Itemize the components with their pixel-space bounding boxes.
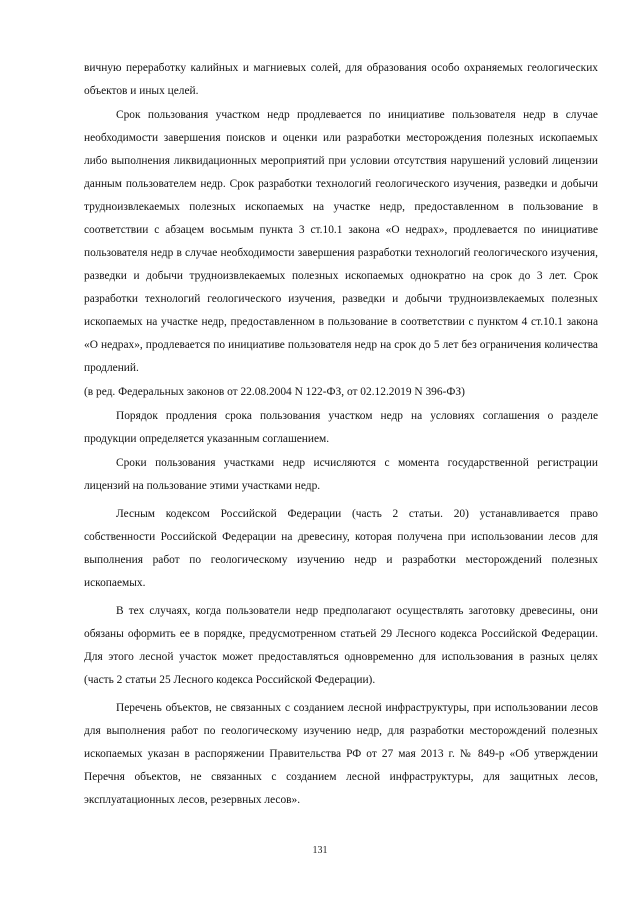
paragraph-objects-list: Перечень объектов, не связанных с созданием лесной инфраструктуры, при использовании лесов для выполнения работ по геологическому изучению недр, для разработки месторождений полезных ископаемых указан в распоряжении Правительства РФ от 27 мая 2013 г. № 849-р «Об утверждении Перечня объектов, не связанных с созданием лесной инфраструктуры, для защитных лесов, эксплуатационных лесов, резервных лесов». bbox=[84, 702, 598, 806]
paragraph-forest-code-ownership: Лесным кодексом Российской Федерации (часть 2 статьи. 20) устанавливается право собственности Российской Федерации на древесину, которая получена при использовании лесов для выполнения работ по геологическому изучению недр и разработки месторождений полезных ископаемых. bbox=[84, 508, 598, 589]
paragraph-amendment-note: (в ред. Федеральных законов от 22.08.2004 N 122-ФЗ, от 02.12.2019 N 396-ФЗ) bbox=[84, 386, 465, 398]
paragraph-term-calculation: Сроки пользования участками недр исчисляются с момента государственной регистрации лицензий на пользование этими участками недр. bbox=[84, 457, 598, 492]
document-body bbox=[84, 57, 598, 813]
paragraph-term-extension: Срок пользования участком недр продлевается по инициативе пользователя недр в случае необходимости завершения поисков и оценки или разработки месторождения полезных ископаемых либо выполнения ликвидационных мероприятий при условии отсутствия нарушений условий лицензии данным пользователем недр. Срок разработки технологий геологического изучения, разведки и добычи трудноизвлекаемых полезных ископаемых на участке недр, предоставленном в пользование в соответствии с абзацем восьмым пункта 3 ст.10.1 закона «О недрах», продлевается по инициативе пользователя недр в случае необходимости завершения разработки технологий геологического изучения, разведки и добычи трудноизвлекаемых полезных ископаемых однократно на срок до 3 лет. Срок разработки технологий геологического изучения, разведки и добычи трудноизвлекаемых полезных ископаемых на участке недр, предоставленном в пользование в соответствии с пунктом 4 ст.10.1 закона «О недрах», продлевается по инициативе пользователя недр на срок до 5 лет без ограничения количества продлений. bbox=[84, 109, 598, 374]
paragraph-psa-extension: Порядок продления срока пользования участком недр на условиях соглашения о разделе продукции определяется указанным соглашением. bbox=[84, 410, 598, 445]
paragraph-timber-harvesting: В тех случаях, когда пользователи недр предполагают осуществлять заготовку древесины, они обязаны оформить ее в порядке, предусмотренном статьей 29 Лесного кодекса Российской Федерации. Для этого лесной участок может предоставляться одновременно для использования в разных целях (часть 2 статьи 25 Лесного кодекса Российской Федерации). bbox=[84, 605, 598, 686]
paragraph-continuation: вичную переработку калийных и магниевых солей, для образования особо охраняемых геологических объектов и иных целей. bbox=[84, 62, 598, 97]
page-number: 131 bbox=[312, 845, 328, 856]
